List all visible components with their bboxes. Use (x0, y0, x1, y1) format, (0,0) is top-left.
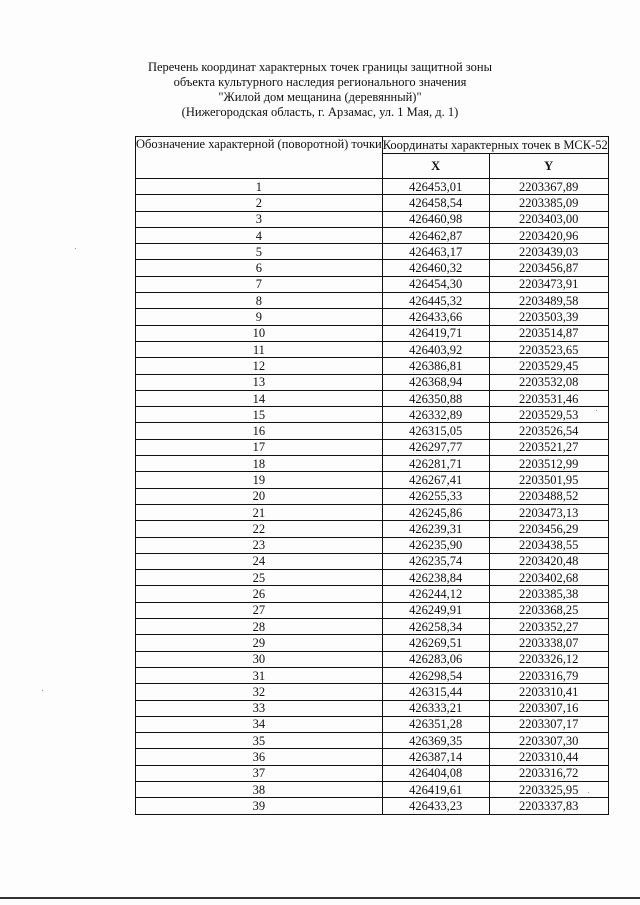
table-row (136, 309, 609, 325)
y-coordinate-cell: 2203316,72 (489, 765, 608, 781)
y-coordinate-cell: 2203439,03 (489, 244, 608, 260)
x-coordinate-cell: 426351,28 (382, 716, 489, 732)
table-row (136, 244, 609, 260)
y-coordinate-cell: 2203503,39 (489, 309, 608, 325)
y-coordinate-cell: 2203385,38 (489, 586, 608, 602)
y-coordinate-cell: 2203489,58 (489, 293, 608, 309)
y-coordinate-cell: 2203420,96 (489, 227, 608, 243)
point-number-cell: 18 (136, 456, 383, 472)
y-coordinate-cell: 2203338,07 (489, 635, 608, 651)
scan-bottom-edge (0, 897, 640, 899)
x-coordinate-cell: 426463,17 (382, 244, 489, 260)
scan-speck (596, 410, 597, 411)
x-coordinate-cell: 426297,77 (382, 439, 489, 455)
x-coordinate-cell: 426350,88 (382, 390, 489, 406)
y-coordinate-cell: 2203368,25 (489, 602, 608, 618)
point-number-cell: 27 (136, 602, 383, 618)
point-number-cell: 25 (136, 570, 383, 586)
point-number-cell: 14 (136, 390, 383, 406)
point-number-cell: 38 (136, 781, 383, 797)
table-row (136, 227, 609, 243)
table-row (136, 293, 609, 309)
x-coordinate-cell: 426453,01 (382, 179, 489, 195)
y-coordinate-cell: 2203512,99 (489, 456, 608, 472)
x-coordinate-cell: 426244,12 (382, 586, 489, 602)
y-coordinate-cell: 2203473,91 (489, 276, 608, 292)
point-number-cell: 24 (136, 553, 383, 569)
x-coordinate-cell: 426269,51 (382, 635, 489, 651)
y-coordinate-cell: 2203456,29 (489, 521, 608, 537)
document-title (100, 60, 540, 120)
point-number-cell: 17 (136, 439, 383, 455)
table-row (136, 488, 609, 504)
table-row (136, 211, 609, 227)
table-row (136, 456, 609, 472)
x-coordinate-cell: 426298,54 (382, 667, 489, 683)
table-row (136, 798, 609, 814)
x-coordinate-cell: 426235,74 (382, 553, 489, 569)
x-coordinate-cell: 426245,86 (382, 504, 489, 520)
x-coordinate-cell: 426433,23 (382, 798, 489, 814)
table-row (136, 325, 609, 341)
scan-speck (588, 792, 589, 793)
x-coordinate-cell: 426239,31 (382, 521, 489, 537)
x-coordinate-cell: 426419,61 (382, 781, 489, 797)
point-number-cell: 2 (136, 195, 383, 211)
table-row (136, 765, 609, 781)
point-number-cell: 11 (136, 341, 383, 357)
point-number-cell: 12 (136, 358, 383, 374)
table-row (136, 781, 609, 797)
table-row (136, 667, 609, 683)
point-number-cell: 37 (136, 765, 383, 781)
x-coordinate-cell: 426403,92 (382, 341, 489, 357)
y-coordinate-cell: 2203473,13 (489, 504, 608, 520)
y-coordinate-cell: 2203420,48 (489, 553, 608, 569)
table-row (136, 179, 609, 195)
table-row (136, 635, 609, 651)
header-point-designation: Обозначение характерной (поворотной) точки (136, 137, 383, 179)
table-row (136, 716, 609, 732)
table-row (136, 586, 609, 602)
y-coordinate-cell: 2203310,41 (489, 684, 608, 700)
point-number-cell: 7 (136, 276, 383, 292)
x-coordinate-cell: 426255,33 (382, 488, 489, 504)
x-coordinate-cell: 426454,30 (382, 276, 489, 292)
y-coordinate-cell: 2203337,83 (489, 798, 608, 814)
point-number-cell: 23 (136, 537, 383, 553)
table-row (136, 260, 609, 276)
point-number-cell: 39 (136, 798, 383, 814)
point-number-cell: 33 (136, 700, 383, 716)
point-number-cell: 16 (136, 423, 383, 439)
table-row (136, 684, 609, 700)
y-coordinate-cell: 2203385,09 (489, 195, 608, 211)
y-coordinate-cell: 2203352,27 (489, 619, 608, 635)
point-number-cell: 19 (136, 472, 383, 488)
y-coordinate-cell: 2203531,46 (489, 390, 608, 406)
y-coordinate-cell: 2203501,95 (489, 472, 608, 488)
y-coordinate-cell: 2203529,53 (489, 407, 608, 423)
x-coordinate-cell: 426387,14 (382, 749, 489, 765)
point-number-cell: 31 (136, 667, 383, 683)
x-coordinate-cell: 426419,71 (382, 325, 489, 341)
header-y: Y (489, 154, 608, 179)
header-coordinates-group: Координаты характерных точек в МСК-52 (382, 138, 608, 152)
point-number-cell: 1 (136, 179, 383, 195)
y-coordinate-cell: 2203307,16 (489, 700, 608, 716)
table-row (136, 504, 609, 520)
y-coordinate-cell: 2203307,30 (489, 733, 608, 749)
x-coordinate-cell: 426433,66 (382, 309, 489, 325)
table-row (136, 521, 609, 537)
x-coordinate-cell: 426460,98 (382, 211, 489, 227)
title-line: "Жилой дом мещанина (деревянный)" (218, 90, 422, 104)
table-row (136, 537, 609, 553)
x-coordinate-cell: 426462,87 (382, 227, 489, 243)
x-coordinate-cell: 426249,91 (382, 602, 489, 618)
point-number-cell: 35 (136, 733, 383, 749)
point-number-cell: 10 (136, 325, 383, 341)
y-coordinate-cell: 2203514,87 (489, 325, 608, 341)
table-row (136, 358, 609, 374)
scan-speck (42, 690, 43, 691)
y-coordinate-cell: 2203326,12 (489, 651, 608, 667)
point-number-cell: 5 (136, 244, 383, 260)
table-row (136, 472, 609, 488)
y-coordinate-cell: 2203488,52 (489, 488, 608, 504)
point-number-cell: 21 (136, 504, 383, 520)
table-row (136, 733, 609, 749)
table-row (136, 439, 609, 455)
x-coordinate-cell: 426315,44 (382, 684, 489, 700)
x-coordinate-cell: 426258,34 (382, 619, 489, 635)
y-coordinate-cell: 2203367,89 (489, 179, 608, 195)
table-row (136, 700, 609, 716)
x-coordinate-cell: 426267,41 (382, 472, 489, 488)
table-row (136, 423, 609, 439)
table-row (136, 276, 609, 292)
x-coordinate-cell: 426315,05 (382, 423, 489, 439)
x-coordinate-cell: 426460,32 (382, 260, 489, 276)
y-coordinate-cell: 2203521,27 (489, 439, 608, 455)
table-row (136, 195, 609, 211)
x-coordinate-cell: 426368,94 (382, 374, 489, 390)
point-number-cell: 9 (136, 309, 383, 325)
x-coordinate-cell: 426281,71 (382, 456, 489, 472)
x-coordinate-cell: 426458,54 (382, 195, 489, 211)
table-row (136, 553, 609, 569)
x-coordinate-cell: 426283,06 (382, 651, 489, 667)
point-number-cell: 15 (136, 407, 383, 423)
title-line: (Нижегородская область, г. Арзамас, ул. 1 Мая, д. 1) (181, 105, 459, 119)
table-row (136, 651, 609, 667)
scan-speck (75, 248, 76, 249)
point-number-cell: 20 (136, 488, 383, 504)
x-coordinate-cell: 426235,90 (382, 537, 489, 553)
y-coordinate-cell: 2203325,95 (489, 781, 608, 797)
x-coordinate-cell: 426404,08 (382, 765, 489, 781)
header-x: X (382, 154, 489, 179)
y-coordinate-cell: 2203526,54 (489, 423, 608, 439)
table-row (136, 619, 609, 635)
point-number-cell: 13 (136, 374, 383, 390)
y-coordinate-cell: 2203316,79 (489, 667, 608, 683)
y-coordinate-cell: 2203523,65 (489, 341, 608, 357)
point-number-cell: 8 (136, 293, 383, 309)
point-number-cell: 29 (136, 635, 383, 651)
x-coordinate-cell: 426333,21 (382, 700, 489, 716)
x-coordinate-cell: 426445,32 (382, 293, 489, 309)
y-coordinate-cell: 2203529,45 (489, 358, 608, 374)
x-coordinate-cell: 426386,81 (382, 358, 489, 374)
table-row (136, 341, 609, 357)
point-number-cell: 32 (136, 684, 383, 700)
y-coordinate-cell: 2203310,44 (489, 749, 608, 765)
y-coordinate-cell: 2203532,08 (489, 374, 608, 390)
table-row (136, 570, 609, 586)
x-coordinate-cell: 426238,84 (382, 570, 489, 586)
point-number-cell: 4 (136, 227, 383, 243)
x-coordinate-cell: 426369,35 (382, 733, 489, 749)
table-row (136, 407, 609, 423)
x-coordinate-cell: 426332,89 (382, 407, 489, 423)
y-coordinate-cell: 2203403,00 (489, 211, 608, 227)
coordinates-table-body (136, 179, 609, 815)
y-coordinate-cell: 2203438,55 (489, 537, 608, 553)
point-number-cell: 30 (136, 651, 383, 667)
point-number-cell: 28 (136, 619, 383, 635)
y-coordinate-cell: 2203402,68 (489, 570, 608, 586)
table-row (136, 374, 609, 390)
point-number-cell: 36 (136, 749, 383, 765)
point-number-cell: 3 (136, 211, 383, 227)
point-number-cell: 22 (136, 521, 383, 537)
table-row (136, 602, 609, 618)
point-number-cell: 26 (136, 586, 383, 602)
y-coordinate-cell: 2203307,17 (489, 716, 608, 732)
title-line: Перечень координат характерных точек границы защитной зоны (147, 60, 493, 74)
table-row (136, 749, 609, 765)
coordinates-table (135, 136, 609, 815)
point-number-cell: 6 (136, 260, 383, 276)
y-coordinate-cell: 2203456,87 (489, 260, 608, 276)
point-number-cell: 34 (136, 716, 383, 732)
title-line: объекта культурного наследия регионального значения (173, 75, 467, 89)
table-row (136, 390, 609, 406)
